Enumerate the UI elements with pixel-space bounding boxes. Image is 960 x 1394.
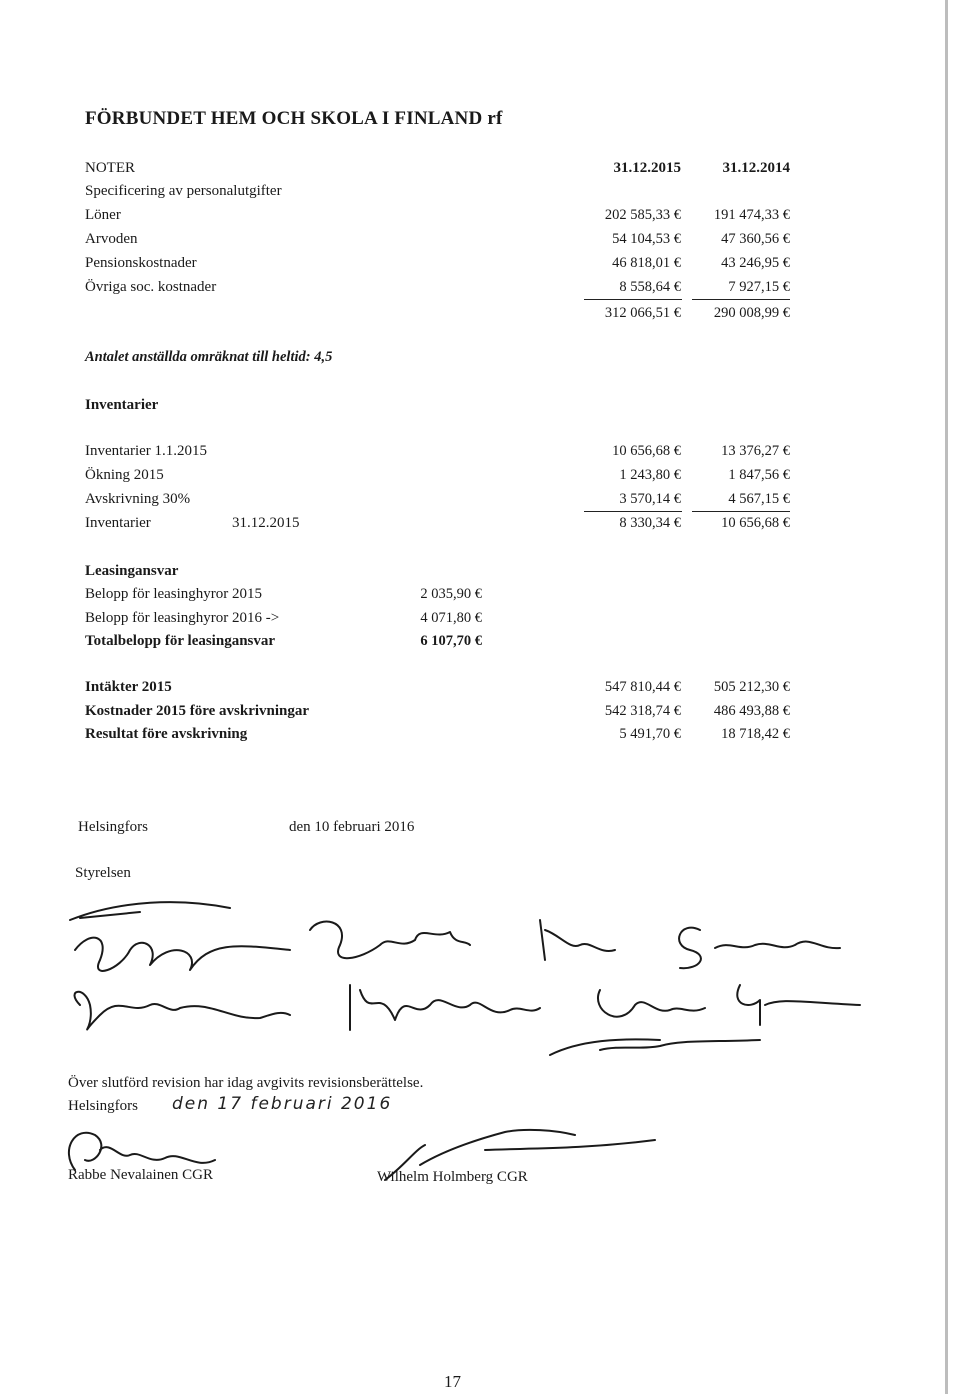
sum-divider (692, 299, 790, 300)
notes-label: NOTER (85, 160, 135, 176)
board-label: Styrelsen (75, 865, 131, 881)
result-row-2014: 486 493,88 € (713, 703, 790, 719)
personnel-row-2015: 202 585,33 € (604, 207, 681, 223)
leasing-total-value: 6 107,70 € (420, 633, 482, 649)
board-signatures (60, 890, 860, 1060)
personnel-row-2014: 7 927,15 € (728, 279, 790, 295)
inventory-row-2015: 1 243,80 € (619, 467, 681, 483)
inventory-closing-2014: 10 656,68 € (721, 515, 790, 531)
auditor-signatures (55, 1110, 695, 1200)
audit-place: Helsingfors (68, 1098, 138, 1114)
inventory-row-2014: 1 847,56 € (728, 467, 790, 483)
personnel-row-label: Övriga soc. kostnader (85, 279, 217, 295)
column-header-2014: 31.12.2014 (722, 160, 790, 176)
inventory-row-2015: 10 656,68 € (612, 443, 681, 459)
inventory-heading: Inventarier (85, 397, 159, 413)
leasing-heading: Leasingansvar (85, 563, 179, 579)
column-header-2015: 31.12.2015 (613, 160, 681, 176)
leasing-row-value: 4 071,80 € (420, 610, 482, 626)
inventory-closing-2015: 8 330,34 € (619, 515, 681, 531)
inventory-row-label: Avskrivning 30% (85, 491, 191, 507)
signing-date: den 10 februari 2016 (289, 819, 415, 835)
inventory-closing-date: 31.12.2015 (232, 515, 300, 531)
personnel-total-2014: 290 008,99 € (713, 305, 790, 321)
personnel-row-2014: 191 474,33 € (713, 207, 790, 223)
sum-divider (584, 511, 682, 512)
page-edge-shadow (945, 0, 948, 1394)
auditor-1-name: Rabbe Nevalainen CGR (68, 1167, 213, 1183)
audit-handwritten-date: den 17 februari 2016 (172, 1094, 393, 1114)
result-row-2015: 5 491,70 € (619, 726, 681, 742)
page-number: 17 (444, 1372, 461, 1391)
result-row-label: Resultat före avskrivning (85, 726, 248, 742)
result-row-label: Kostnader 2015 före avskrivningar (85, 703, 310, 719)
inventory-row-label: Ökning 2015 (85, 467, 164, 483)
inventory-closing-label: Inventarier (85, 515, 151, 531)
personnel-row-2015: 54 104,53 € (612, 231, 681, 247)
inventory-row-2014: 13 376,27 € (721, 443, 790, 459)
inventory-row-2014: 4 567,15 € (728, 491, 790, 507)
leasing-total-label: Totalbelopp för leasingansvar (85, 633, 276, 649)
personnel-heading: Specificering av personalutgifter (85, 183, 282, 199)
result-row-2014: 18 718,42 € (721, 726, 790, 742)
document-title: FÖRBUNDET HEM OCH SKOLA I FINLAND rf (85, 108, 503, 129)
result-row-2015: 547 810,44 € (604, 679, 681, 695)
inventory-row-label: Inventarier 1.1.2015 (85, 443, 208, 459)
signing-place: Helsingfors (78, 819, 148, 835)
leasing-row-value: 2 035,90 € (420, 586, 482, 602)
result-row-2015: 542 318,74 € (604, 703, 681, 719)
personnel-row-2015: 46 818,01 € (612, 255, 681, 271)
personnel-total-2015: 312 066,51 € (604, 305, 681, 321)
personnel-row-label: Löner (85, 207, 121, 223)
sum-divider (692, 511, 790, 512)
personnel-row-2015: 8 558,64 € (619, 279, 681, 295)
auditor-2-name: Wilhelm Holmberg CGR (377, 1169, 528, 1185)
leasing-row-label: Belopp för leasinghyror 2015 (85, 586, 263, 602)
result-row-2014: 505 212,30 € (713, 679, 790, 695)
personnel-row-label: Arvoden (85, 231, 138, 247)
inventory-row-2015: 3 570,14 € (619, 491, 681, 507)
audit-statement: Över slutförd revision har idag avgivits revisionsberättelse. (68, 1075, 424, 1091)
leasing-row-label: Belopp för leasinghyror 2016 -> (85, 610, 280, 626)
personnel-row-2014: 43 246,95 € (721, 255, 790, 271)
personnel-row-label: Pensionskostnader (85, 255, 197, 271)
result-row-label: Intäkter 2015 (85, 679, 172, 695)
sum-divider (584, 299, 682, 300)
employees-note: Antalet anställda omräknat till heltid: 4,5 (85, 349, 333, 365)
personnel-row-2014: 47 360,56 € (721, 231, 790, 247)
